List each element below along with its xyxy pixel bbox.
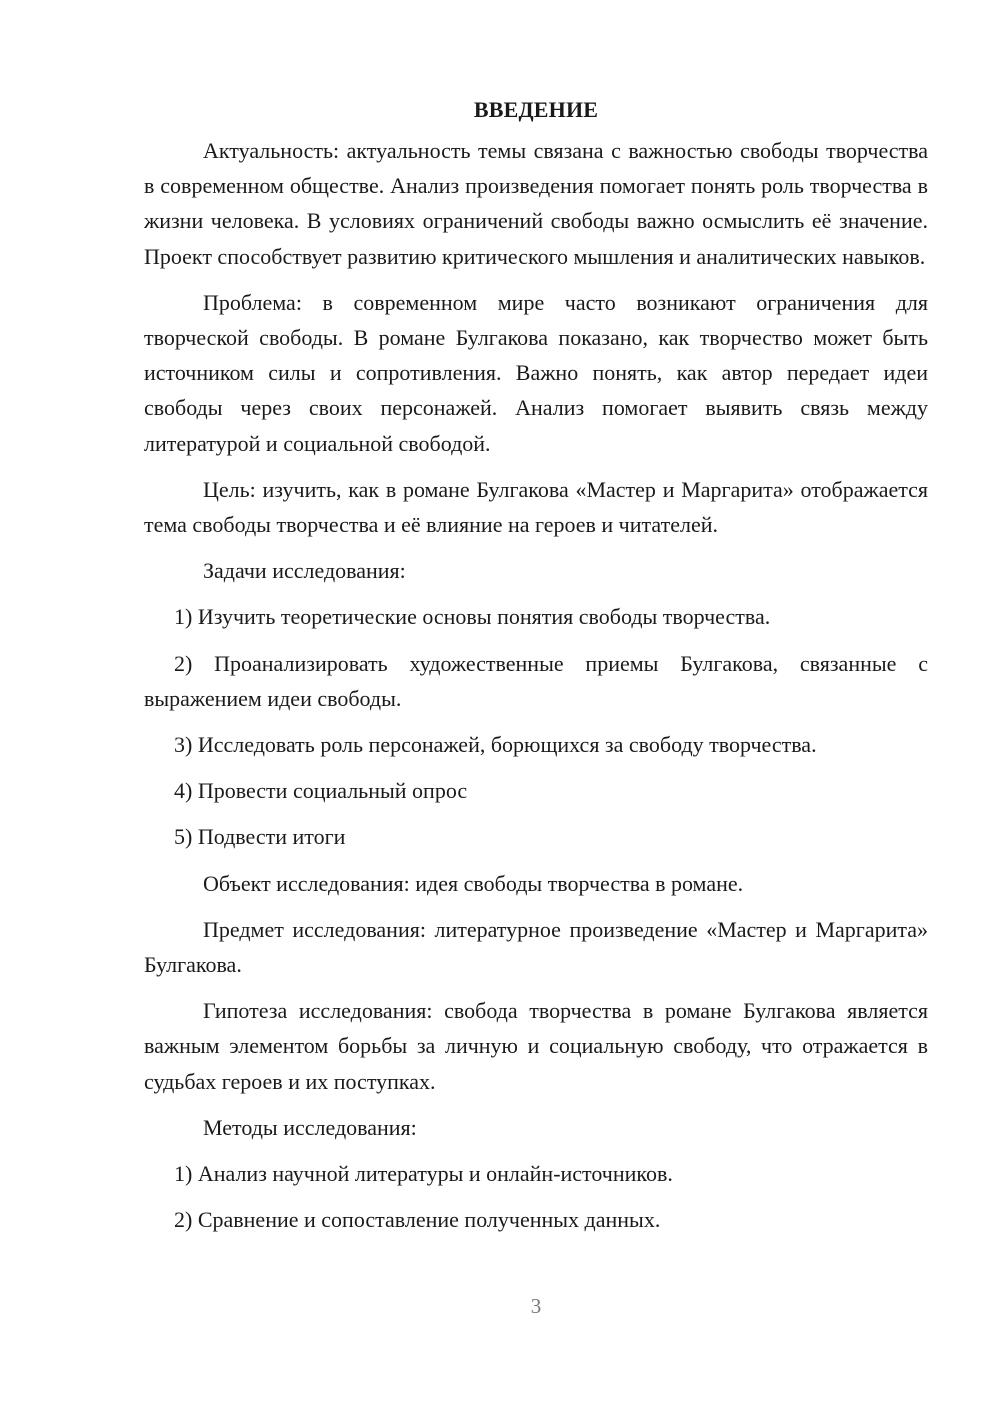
section-title: ВВЕДЕНИЕ (473, 97, 599, 122)
task-item: 1) Изучить теоретические основы понятия свободы творчества. (174, 604, 771, 630)
task-item: 4) Провести социальный опрос (174, 778, 468, 804)
methods-heading: Методы исследования: (203, 1114, 417, 1140)
method-item: 2) Сравнение и сопоставление полученных данных. (174, 1207, 661, 1233)
hypothesis-paragraph: Гипотеза исследования: свобода творчества в романе Булгакова является важным элементом борьбы за личную и социальную свободу, что отражается в судьбах героев и их поступках. (144, 998, 928, 1094)
method-item: 1) Анализ научной литературы и онлайн-источников. (174, 1161, 673, 1187)
subject-paragraph: Предмет исследования: литературное произведение «Мастер и Маргарита» Булгакова. (144, 916, 928, 978)
object-paragraph: Объект исследования: идея свободы творчества в романе. (203, 870, 744, 896)
document-page (144, 92, 928, 1248)
task-item: 3) Исследовать роль персонажей, борющихся за свободу творчества. (174, 732, 817, 758)
task-item: 5) Подвести итоги (174, 824, 346, 850)
page-number: 3 (530, 1294, 542, 1318)
document-body (144, 133, 928, 1237)
task-item: 2) Проанализировать художественные приемы Булгакова, связанные с выражением идеи свободы. (144, 650, 928, 711)
goal-paragraph: Цель: изучить, как в романе Булгакова «Мастер и Маргарита» отображается тема свободы творчества и её влияние на героев и читателей. (144, 476, 928, 538)
relevance-paragraph: Актуальность: актуальность темы связана с важностью свободы творчества в современном обществе. Анализ произведения помогает понять роль творчества в жизни человека. В условиях ограничений свободы важно осмыслить её значение. Проект способствует развитию критического мышления и аналитических навыков. (144, 138, 928, 269)
tasks-heading: Задачи исследования: (203, 558, 406, 584)
problem-paragraph: Проблема: в современном мире часто возникают ограничения для творческой свободы. В романе Булгакова показано, как творчество может быть источником силы и сопротивления. Важно понять, как автор передает идеи свободы через своих персонажей. Анализ помогает выявить связь между литературой и социальной свободой. (144, 289, 928, 456)
